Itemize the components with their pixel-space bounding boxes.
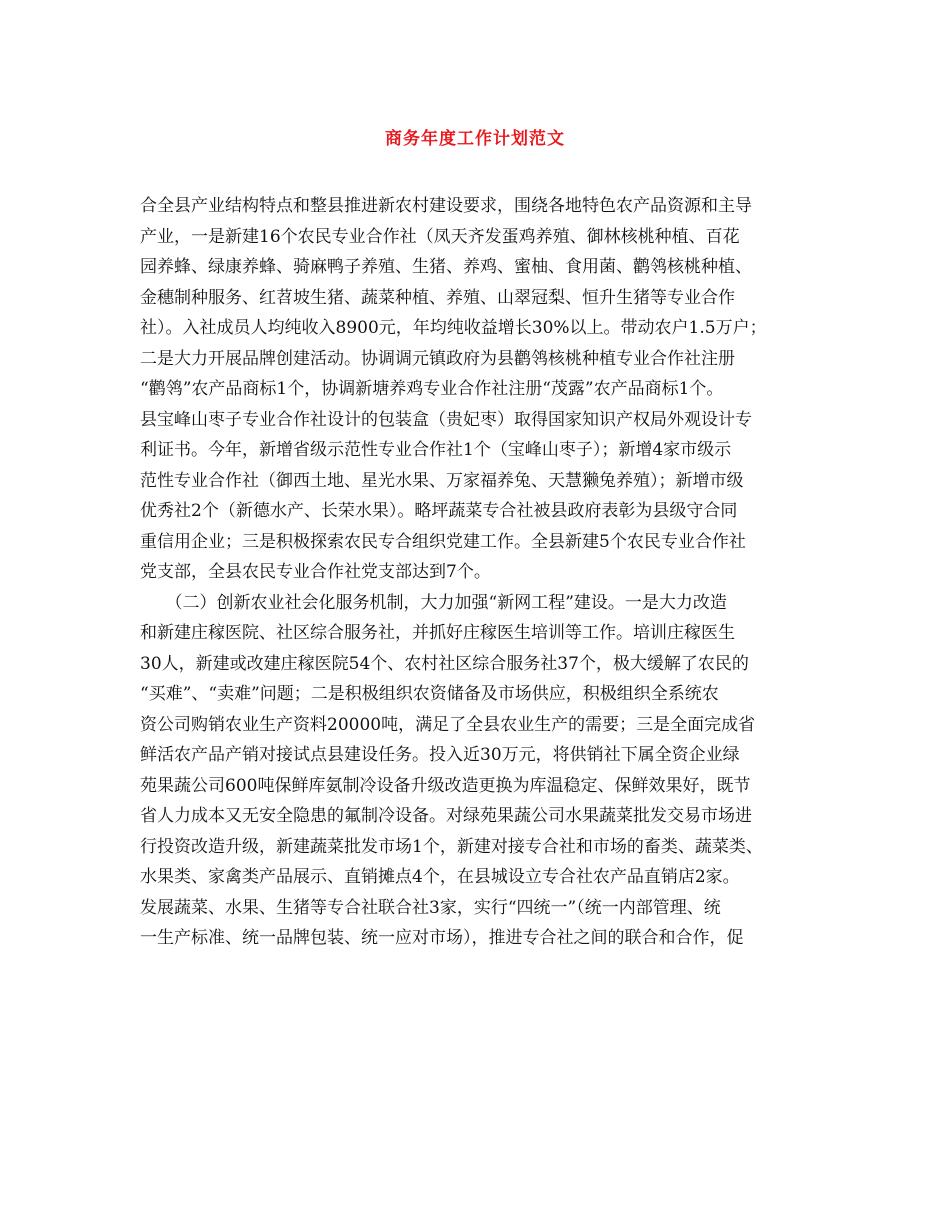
body-line: “鹳鸰”农产品商标1个，协调新塘养鸡专业合作社注册“茂露”农产品商标1个。 bbox=[140, 379, 724, 399]
body-line: 利证书。今年，新增省级示范性专业合作社1个（宝峰山枣子）；新增4家市级示 bbox=[140, 440, 732, 460]
body-line: 产业，一是新建16个农民专业合作社（凤天齐发蛋鸡养殖、御林核桃种植、百花 bbox=[140, 226, 740, 247]
body-line: 和新建庄稼医院、社区综合服务社，并抓好庄稼医生培训等工作。培训庄稼医生 bbox=[140, 623, 735, 643]
body-line: 金穗制种服务、红苕坡生猪、蔬菜种植、养殖、山翠冠梨、恒升生猪等专业合作 bbox=[140, 287, 735, 308]
body-line: “买难”、“卖难”问题；二是积极组织农资储备及市场供应，积极组织全系统农 bbox=[140, 684, 719, 704]
body-line: 县宝峰山枣子专业合作社设计的包装盒（贵妃枣）取得国家知识产权局外观设计专 bbox=[140, 409, 752, 430]
body-line: 社）。入社成员人均纯收入8900元，年均纯收益增长30%以上。带动农户1.5万户； bbox=[140, 318, 767, 338]
body-line: 园养蜂、绿康养蜂、骑麻鸭子养殖、生猪、养鸡、蜜柚、食用菌、鹳鸰核桃种植、 bbox=[140, 257, 752, 277]
body-line: 30人，新建或改建庄稼医院54个、农村社区综合服务社37个，极大缓解了农民的 bbox=[140, 653, 749, 674]
body-line: 优秀社2个（新德水产、长荣水果）。略坪蔬菜专合社被县政府表彰为县级守合同 bbox=[140, 501, 738, 521]
document-body bbox=[140, 191, 820, 954]
body-line: 省人力成本又无安全隐患的氟制冷设备。对绿苑果蔬公司水果蔬菜批发交易市场进 bbox=[140, 806, 752, 826]
body-line: 合全县产业结构特点和整县推进新农村建设要求，围绕各地特色农产品资源和主导 bbox=[140, 196, 752, 216]
body-line: 一生产标准、统一品牌包装、统一应对市场），推进专合社之间的联合和合作，促 bbox=[140, 928, 744, 948]
body-line: 党支部，全县农民专业合作社党支部达到7个。 bbox=[140, 562, 491, 582]
body-line: 苑果蔬公司600吨保鲜库氨制冷设备升级改造更换为库温稳定、保鲜效果好，既节 bbox=[140, 775, 751, 796]
body-line: 行投资改造升级，新建蔬菜批发市场1个，新建对接专合社和市场的畜类、蔬菜类、 bbox=[140, 836, 763, 857]
body-line: 水果类、家禽类产品展示、直销摊点4个，在县城设立专合社农产品直销店2家。 bbox=[140, 867, 740, 887]
document-title: 商务年度工作计划范文 bbox=[385, 129, 565, 149]
body-line: 二是大力开展品牌创建活动。协调调元镇政府为县鹳鸰核桃种植专业合作社注册 bbox=[140, 348, 735, 369]
body-line: 发展蔬菜、水果、生猪等专合社联合社3家，实行“四统一”（统一内部管理、统 bbox=[140, 897, 721, 918]
body-line: 重信用企业；三是积极探索农民专合组织党建工作。全县新建5个农民专业合作社 bbox=[140, 531, 746, 552]
body-line: 鲜活农产品产销对接试点县建设任务。投入近30万元，将供销社下属全资企业绿 bbox=[140, 745, 740, 765]
body-line: （二）创新农业社会化服务机制，大力加强“新网工程”建设。一是大力改造 bbox=[140, 592, 727, 613]
body-line: 范性专业合作社（御西土地、星光水果、万家福养兔、天慧獭兔养殖）；新增市级 bbox=[140, 470, 744, 491]
body-line: 资公司购销农业生产资料20000吨，满足了全县农业生产的需要；三是全面完成省 bbox=[140, 714, 756, 735]
